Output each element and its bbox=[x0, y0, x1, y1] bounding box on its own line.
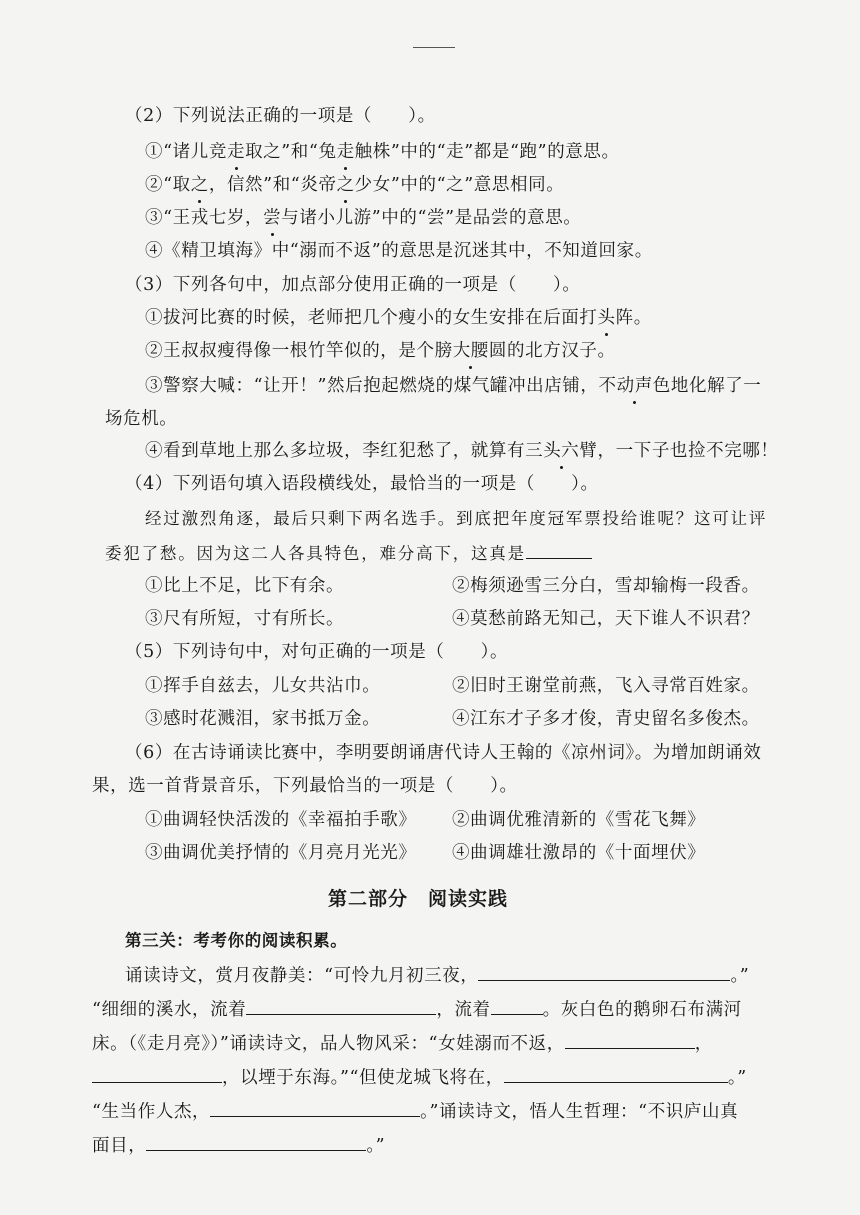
q5-option-4: ④江东才子多才俊，青史留名多俊杰。 bbox=[452, 709, 760, 729]
level3-heading: 第三关：考考你的阅读积累。 bbox=[125, 931, 348, 950]
q2-option-4: ④《精卫填海》中“溺而不返”的意思是沉迷其中，不知道回家。 bbox=[145, 241, 653, 261]
q4-passage-line-1: 经过激烈角逐，最后只剩下两名选手。到底把年度冠军票投给谁呢？这可让评 bbox=[145, 509, 768, 528]
q3-option-3-cont: 场危机。 bbox=[105, 409, 178, 429]
blank-2[interactable] bbox=[246, 996, 436, 1015]
q3-option-4: ④看到草地上那么多垃圾，李红犯愁了，就算有三头六臂，一下子也捡不完哪！ bbox=[145, 438, 779, 464]
q4-option-4: ④莫愁前路无知己，天下谁人不识君？ bbox=[452, 609, 760, 629]
fill-line-4: ，以堙于东海。”“但使龙城飞将在， 。” bbox=[92, 1064, 747, 1091]
blank-5[interactable] bbox=[92, 1064, 222, 1083]
q6-option-2: ②曲调优雅清新的《雪花飞舞》 bbox=[452, 810, 706, 830]
q4-option-1: ①比上不足，比下有余。 bbox=[145, 576, 345, 596]
fill-line-6: 面目， 。” bbox=[92, 1132, 385, 1159]
q6-option-3: ③曲调优美抒情的《月亮月光光》 bbox=[145, 843, 417, 863]
blank-6[interactable] bbox=[504, 1064, 728, 1083]
blank-3[interactable] bbox=[491, 996, 543, 1015]
q5-option-1: ①挥手自兹去，儿女共沾巾。 bbox=[145, 676, 381, 696]
q4-option-3: ③尺有所短，寸有所长。 bbox=[145, 609, 345, 629]
q2-option-2: ②“取之，信然”和“炎帝之少女”中的“之”意思相同。 bbox=[145, 172, 564, 198]
q3-stem: （3）下列各句中，加点部分使用正确的一项是（ ）。 bbox=[125, 275, 581, 295]
q3-option-3: ③警察大喊：“让开！”然后抱起燃烧的煤气罐冲出店铺，不动声色地化解了一 bbox=[145, 373, 761, 399]
q5-stem: （5）下列诗句中，对句正确的一项是（ ）。 bbox=[125, 642, 509, 662]
q5-option-3: ③感时花溅泪，家书抵万金。 bbox=[145, 709, 381, 729]
q4-option-2: ②梅须逊雪三分白，雪却输梅一段香。 bbox=[452, 576, 760, 596]
q3-option-1: ①拔河比赛的时候，老师把几个瘦小的女生安排在后面打头阵。 bbox=[145, 305, 652, 331]
q6-option-4: ④曲调雄壮激昂的《十面埋伏》 bbox=[452, 843, 706, 863]
q4-stem: （4）下列语句填入语段横线处，最恰当的一项是（ ）。 bbox=[125, 474, 599, 494]
blank-7[interactable] bbox=[210, 1098, 420, 1117]
q6-option-1: ①曲调轻快活泼的《幸福拍手歌》 bbox=[145, 810, 417, 830]
q4-blank[interactable] bbox=[526, 540, 592, 559]
q2-option-3: ③“王戎七岁，尝与诸小儿游”中的“尝”是品尝的意思。 bbox=[145, 205, 581, 231]
q6-stem-line-1: （6）在古诗诵读比赛中，李明要朗诵唐代诗人王翰的《凉州词》。为增加朗诵效 bbox=[125, 743, 762, 763]
fill-line-1: 诵读诗文，赏月夜静美：“可怜九月初三夜， 。” bbox=[125, 962, 749, 989]
q5-option-2: ②旧时王谢堂前燕，飞入寻常百姓家。 bbox=[452, 676, 760, 696]
q6-stem-line-2: 果，选一首背景音乐，下列最恰当的一项是（ ）。 bbox=[92, 776, 518, 796]
q4-passage-line-2: 委犯了愁。因为这二人各具特色，难分高下，这真是 bbox=[105, 540, 592, 567]
fill-line-2: “细细的溪水，流着 ，流着 。灰白色的鹅卵石布满河 bbox=[92, 996, 742, 1023]
q2-stem: （2）下列说法正确的一项是（ ）。 bbox=[125, 106, 436, 126]
fill-line-5: “生当作人杰， 。”诵读诗文，悟人生哲理：“不识庐山真 bbox=[92, 1098, 738, 1125]
top-rule bbox=[413, 47, 455, 48]
blank-4[interactable] bbox=[565, 1030, 695, 1049]
blank-1[interactable] bbox=[478, 962, 730, 981]
q3-option-2: ②王叔叔瘦得像一根竹竿似的，是个膀大腰圆的北方汉子。 bbox=[145, 338, 616, 364]
blank-8[interactable] bbox=[146, 1132, 366, 1151]
q2-option-1: ①“诸儿竞走取之”和“兔走触株”中的“走”都是“跑”的意思。 bbox=[145, 139, 620, 165]
part2-title: 第二部分 阅读实践 bbox=[328, 888, 509, 910]
fill-line-3: 床。（《走月亮》）”诵读诗文，品人物风采：“女娃溺而不返， ， bbox=[92, 1030, 713, 1057]
